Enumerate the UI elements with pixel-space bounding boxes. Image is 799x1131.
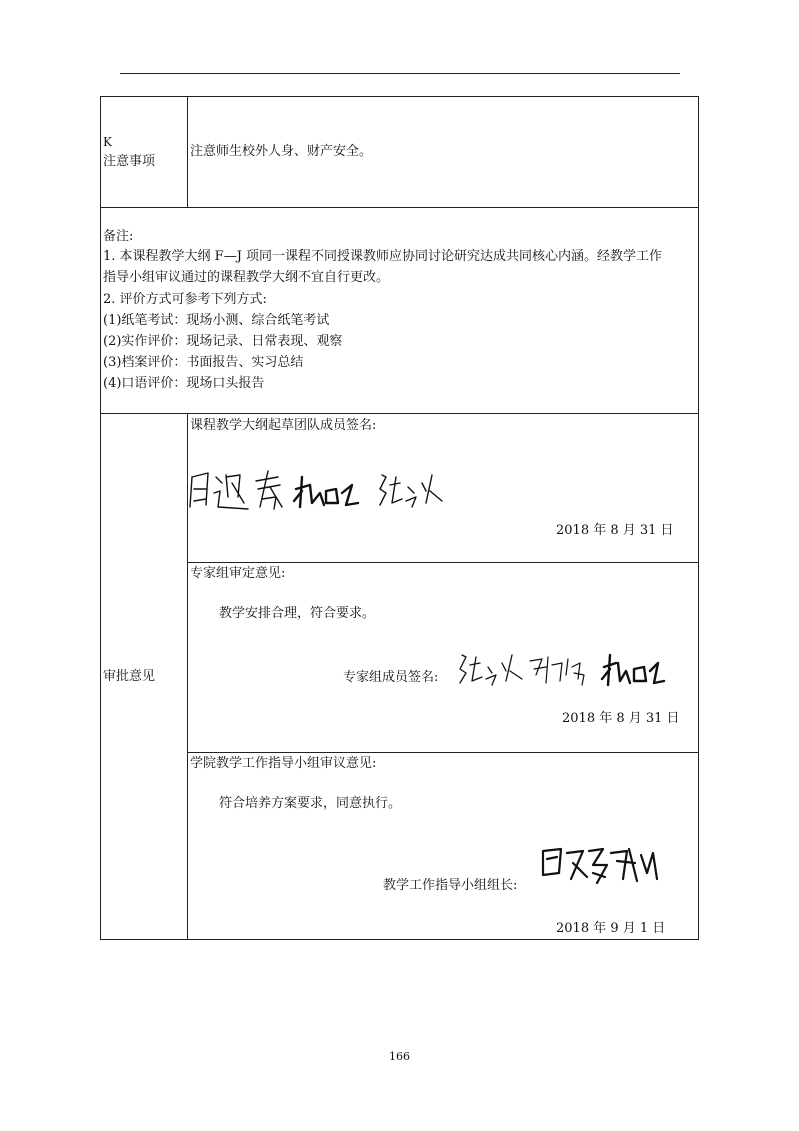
remarks-line: (3)档案评价：书面报告、实习总结 xyxy=(103,355,304,370)
header-rule xyxy=(120,73,680,74)
expert-opinion: 教学安排合理，符合要求。 xyxy=(219,606,376,621)
remarks-line: 指导小组审议通过的课程教学大纲不宜自行更改。 xyxy=(103,270,390,285)
notes-label: 注意事项 xyxy=(103,154,156,169)
approval-label: 审批意见 xyxy=(103,669,156,684)
expert-signatures xyxy=(456,645,666,690)
expert-heading: 专家组审定意见: xyxy=(190,566,286,581)
remarks-line: (1)纸笔考试：现场小测、综合纸笔考试 xyxy=(103,313,330,328)
page-number: 166 xyxy=(389,1050,410,1063)
college-date: 2018 年 9 月 1 日 xyxy=(556,921,666,936)
remarks-heading: 备注: xyxy=(103,229,134,244)
remarks-line: 2. 评价方式可参考下列方式: xyxy=(103,292,267,307)
syllabus-table xyxy=(100,96,699,940)
expert-sign-label: 专家组成员签名: xyxy=(343,670,439,685)
notes-label-mark: K xyxy=(103,135,112,149)
college-sign-label: 教学工作指导小组组长: xyxy=(383,878,518,893)
drafting-date: 2018 年 8 月 31 日 xyxy=(556,523,674,538)
row-divider-4 xyxy=(188,752,698,753)
college-heading: 学院教学工作指导小组审议意见: xyxy=(190,756,377,771)
row-divider-1 xyxy=(101,207,698,208)
drafting-heading: 课程教学大纲起草团队成员签名: xyxy=(190,418,377,433)
row-divider-3 xyxy=(188,562,698,563)
remarks-line: (2)实作评价：现场记录、日常表现、观察 xyxy=(103,334,343,349)
group-leader-signature xyxy=(537,843,667,889)
college-opinion: 符合培养方案要求，同意执行。 xyxy=(219,796,402,811)
row-divider-2 xyxy=(101,413,698,414)
drafting-team-signatures xyxy=(186,463,466,513)
notes-content: 注意师生校外人身、财产安全。 xyxy=(190,144,373,159)
column-divider-notes xyxy=(187,97,188,207)
remarks-line: (4)口语评价：现场口头报告 xyxy=(103,376,265,391)
expert-date: 2018 年 8 月 31 日 xyxy=(562,711,680,726)
remarks-line: 1. 本课程教学大纲 F—J 项同一课程不同授课教师应协同讨论研究达成共同核心内涵。经教学工作 xyxy=(103,249,663,264)
